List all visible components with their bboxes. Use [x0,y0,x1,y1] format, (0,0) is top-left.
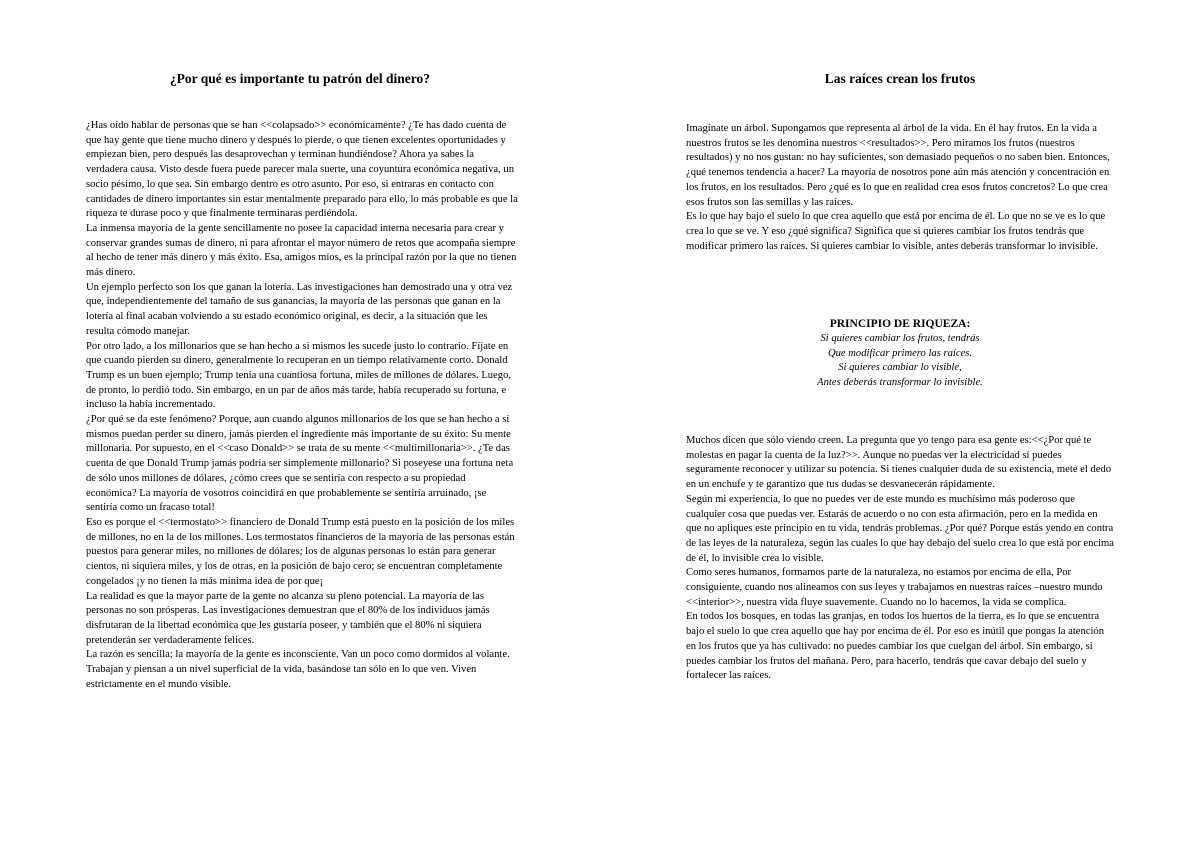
paragraph: La realidad es que la mayor parte de la gente no alcanza su pleno potencial. La mayoría de las personas no son prósperas. Las investigaciones demuestran que el 80% de los individuos jamás disfrutaran de la libertad económica que les gustaría poseer, y también que el 80% ni siquiera pretenderán ser verdaderamente felices. [86,590,490,646]
paragraph: Por otro lado, a los millonarios que se han hecho a sí mismos les sucede justo lo contrario. Fíjate en que cuando pierden su dinero, generalmente lo recuperan en un tiempo relativamente corto. Donald Trump es un buen ejemplo; Trump tenía una cuantiosa fortuna, miles de millones de dólares. Luego, de pronto, lo perdió todo. Sin embargo, en un par de años más tarde, había recuperado su fortuna, e incluso la había incrementado. [86,340,512,411]
wealth-principle-line: Que modificar primero las raíces. [827,347,973,359]
paragraph: La razón es sencilla; la mayoría de la gente es inconsciente. Van un poco como dormidos al volante. Trabajan y piensan a un nivel superficial de la vida, basándose tan sólo en lo que ven. Viven estrictamente en el mundo visible. [86,649,510,690]
wealth-principle-line: Si quieres cambiar lo visible, [838,362,962,374]
left-page-body [86,119,518,692]
paragraph: Un ejemplo perfecto son los que ganan la lotería. Las investigaciones han demostrado una y otra vez que, independientemente del tamaño de sus ganancias, la mayoría de las personas que ganan en la lotería al final acaban volviendo a su estado económico original, es decir, a la situación que les resulta cómodo manejar. [86,281,513,337]
paragraph: La inmensa mayoría de la gente sencillamente no posee la capacidad interna necesaria para crear y conservar grandes sumas de dinero, ni para afrontar el mayor número de retos que acompaña siempre al hecho de tener más dinero y más éxito. Esa, amigos míos, es la principal razón por la que no tienen más dinero. [86,222,517,279]
paragraph: Eso es porque el <<termostato>> financiero de Donald Trump está puesto en la posición de los miles de millones, no en la de los millones. Los termostatos financieros de la mayoría de las personas están puestos para generar miles, no millones de dólares; los de algunas personas lo están para generar cientos, ni siquiera miles, y los de otras, en la posición de bajo cero; se encuentran completamente congelados ¡y no tienen la más mínima idea de por que¡ [86,516,515,587]
wealth-principle-line: Antes deberás transformar lo invisible. [817,377,983,389]
paragraph: Es lo que hay bajo el suelo lo que crea aquello que está por encima de él. Lo que no se ve es lo que crea lo que se ve. Y eso ¿qué significa? Significa que si quieres cambiar los frutos tendrás que modificar primero las raíces. Si quieres cambiar lo visible, antes deberás transformar lo invisible. [686,211,1106,252]
right-page [600,0,1200,849]
paragraph: ¿Has oído hablar de personas que se han <<colapsado>> económicamente? ¿Te has dado cuenta de que hay gente que tiene mucho dinero y después lo pierde, o que tienen excelentes oportunidades y empiezan bien, pero después las desaprovechan y terminan hundiéndose? Ahora ya sabes la verdadera causa. Visto desde fuera puede parecer mala suerte, una coyuntura económica negativa, un socio pésimo, lo que sea. Sin embargo dentro es otro asunto. Por eso, si entraras en contacto con cantidades de dinero importantes sin estar mentalmente preparado para ello, lo más probable es que la riqueza te durase poco y que finalmente terminaras perdiéndola. [86,120,518,220]
right-page-intro [686,122,1114,254]
paragraph: Como seres humanos, formamos parte de la naturaleza, no estamos por encima de ella, Por consiguiente, cuando nos alineamos con sus leyes y trabajamos en nuestras raíces –nuestro mundo <<interior>>, nuestra vida fluye suavemente. Cuando no lo hacemos, la vida se complica. [686,567,1103,608]
wealth-principle-heading: PRINCIPIO DE RIQUEZA: [829,318,971,330]
wealth-principle-line: Si quieres cambiar los frutos, tendrás [820,333,980,344]
paragraph: Muchos dicen que sólo viendo creen. La pregunta que yo tengo para esa gente es:<<¿Por qué te molestas en pagar la cuenta de la luz?>>. Aunque no puedas ver la electricidad sí puedes seguramente reconocer y utilizar su potencia. Si tienes cualquier duda de su existencia, mete el dedo en un enchufe y te garantizo que tus dudas se desvanecerán rápidamente. [686,435,1112,491]
right-page-title: Las raíces crean los frutos [824,71,976,86]
paragraph: ¿Por qué se da este fenómeno? Porque, aun cuando algunos millonarios de los que se han hecho a sí mismos puedan perder su dinero, jamás pierden el ingrediente más importante de su éxito: Su mente millonaria. Por supuesto, en el <<caso Donald>> se trata de su mente <<multimillonaria>>. ¿Te das cuenta de que Donald Trump jamás podría ser simplemente millonario? Si poseyese una fortuna neta de sólo unos millones de dólares, ¿cómo crees que se sentiría con respecto a su propiedad económica? La mayoría de vosotros coincidirá en que probablemente se sentiría arruinado, ¡se sentiría como un fracaso total! [86,414,514,514]
paragraph: Imagínate un árbol. Supongamos que representa al árbol de la vida. En él hay frutos. En la vida a nuestros frutos se les denomina nuestros <<resultados>>. Pero miramos los frutos (nuestros resultados) y no nos gustan: no hay suficientes, son demasiado pequeños o no saben bien. Entonces, ¿qué tenemos tendencia a hacer? La mayoría de nosotros pone aún más atención y concentración en los frutos, en los resultados. Pero ¿qué es lo que en realidad crea esos frutos concretos? Lo que crea esos frutos son las semillas y las raíces. [686,123,1110,208]
paragraph: En todos los bosques, en todas las granjas, en todos los huertos de la tierra, es lo que se encuentra bajo el suelo lo que crea aquello que hay por encima de él. Por eso es inútil que pongas la atención en los frutos que ya has cultivado: no puedes cambiar los que cuelgan del árbol. Sin embargo, si puedes cambiar los frutos del mañana. Pero, para hacerlo, tendrás que cavar debajo del suelo y fortalecer las raíces. [686,611,1105,682]
wealth-principle-box [686,317,1114,391]
left-page-title: ¿Por qué es importante tu patrón del dinero? [169,71,431,86]
right-page-body [686,434,1114,684]
paragraph: Según mi experiencia, lo que no puedes ver de este mundo es muchísimo más poderoso que cualquier cosa que puedas ver. Estarás de acuerdo o no con esta afirmación, pero en la medida en que no apliques este principio en tu vida, tendrás problemas. ¿Por qué? Porque estás yendo en contra de las leyes de la naturaleza, según las cuales lo que hay debajo del suelo crea lo que está por encima de él, lo invisible crea lo visible. [686,493,1114,564]
